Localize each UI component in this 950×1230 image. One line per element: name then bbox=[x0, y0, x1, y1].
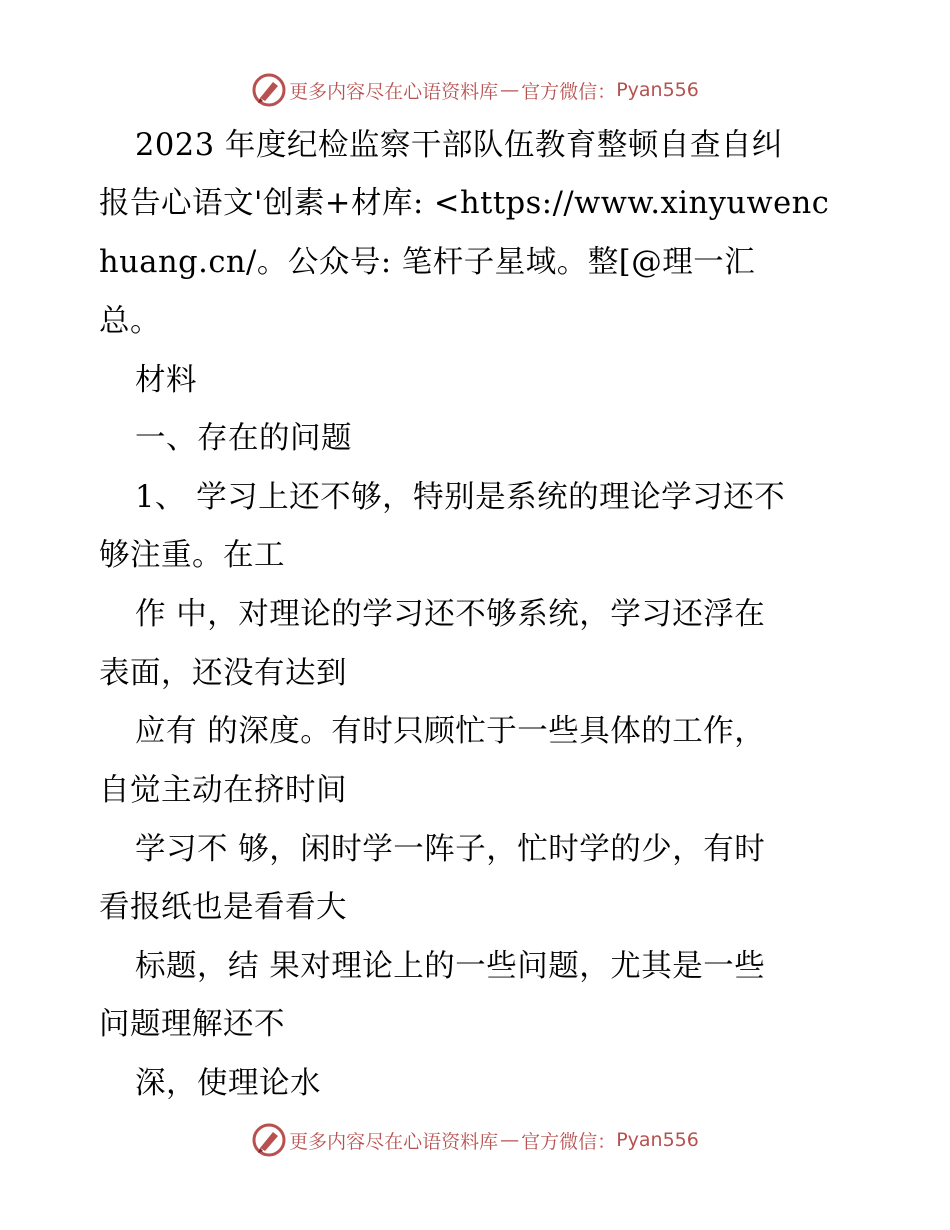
pen-logo-icon bbox=[251, 72, 287, 108]
text-line: 一、存在的问题 bbox=[135, 421, 352, 456]
pen-logo-icon bbox=[251, 1122, 287, 1158]
header-watermark bbox=[0, 70, 950, 110]
text-line: 作 中，对理论的学习还不够系统，学习还浮在 bbox=[135, 597, 766, 632]
text-line: 报告心语文'创素+材库: <https://www.xinyuwenc bbox=[99, 186, 830, 221]
watermark-wechat-label: 官方微信： bbox=[521, 1130, 617, 1153]
watermark-dash: — bbox=[500, 1129, 520, 1151]
watermark-main-text: 更多内容尽在心语资料库 bbox=[289, 80, 499, 103]
watermark-wechat-id: Pyan556 bbox=[616, 79, 699, 101]
text-line: 2023 年度纪检监察干部队伍教育整顿自查自纠 bbox=[135, 128, 783, 163]
text-line: 学习不 够，闲时学一阵子，忙时学的少，有时 bbox=[135, 832, 766, 867]
watermark-main-text: 更多内容尽在心语资料库 bbox=[289, 1130, 499, 1153]
text-line: 材料 bbox=[135, 363, 197, 398]
footer-watermark bbox=[0, 1120, 950, 1160]
watermark-wechat-id: Pyan556 bbox=[616, 1129, 699, 1151]
text-line: 问题理解还不 bbox=[99, 1007, 285, 1042]
text-line: 深，使理论水 bbox=[135, 1066, 321, 1101]
text-line: 够注重。在工 bbox=[99, 538, 285, 573]
text-line: 标题，结 果对理论上的一些问题，尤其是一些 bbox=[135, 949, 766, 984]
watermark-wechat-label: 官方微信： bbox=[521, 80, 617, 103]
text-line: 应有 的深度。有时只顾忙于一些具体的工作， bbox=[135, 714, 766, 749]
text-line: 自觉主动在挤时间 bbox=[99, 773, 347, 808]
text-line: 总。 bbox=[99, 304, 161, 339]
text-line: 1、 学习上还不够，特别是系统的理论学习还不 bbox=[135, 480, 786, 515]
watermark-dash: — bbox=[500, 79, 520, 101]
text-line: 看报纸也是看看大 bbox=[99, 890, 347, 925]
text-line: 表面，还没有达到 bbox=[99, 656, 347, 691]
text-line: huang.cn/。公众号: 笔杆子星域。整[@理一汇 bbox=[99, 245, 756, 280]
